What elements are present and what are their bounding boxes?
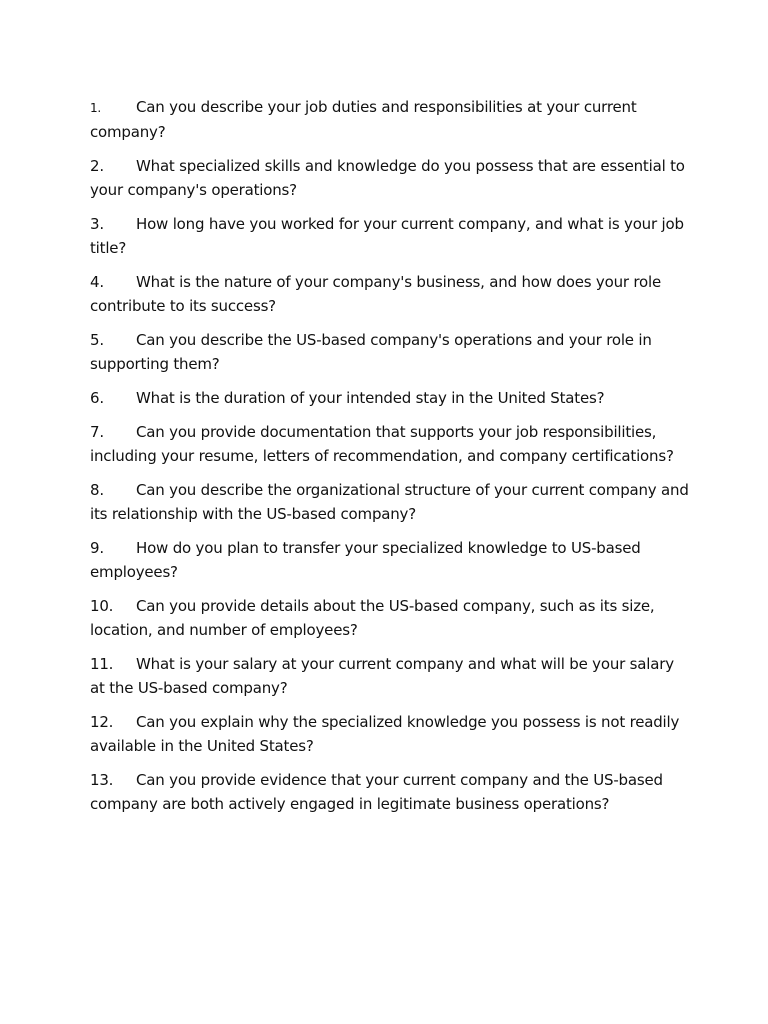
- question-number: 8.: [90, 481, 104, 499]
- question-item: [90, 594, 690, 642]
- question-item: [90, 154, 690, 202]
- question-item: [90, 652, 690, 700]
- question-text: Can you provide documentation that supports your job responsibilities, including your resume, letters of recommendation, and company certifications?: [90, 423, 674, 465]
- question-text: What is the duration of your intended stay in the United States?: [136, 389, 605, 407]
- question-number: 5.: [90, 331, 104, 349]
- question-text: Can you describe the US-based company's operations and your role in supporting them?: [90, 331, 652, 373]
- question-item: [90, 478, 690, 526]
- question-text: How long have you worked for your current company, and what is your job title?: [90, 215, 684, 257]
- question-number: 9.: [90, 539, 104, 557]
- question-text: Can you describe the organizational structure of your current company and its relationship with the US-based company?: [90, 481, 689, 523]
- question-item: [90, 536, 690, 584]
- question-item: [90, 420, 690, 468]
- question-item: [90, 710, 690, 758]
- question-number: 11.: [90, 655, 114, 673]
- question-item: [90, 270, 690, 318]
- question-item: [90, 95, 690, 144]
- question-number: 3.: [90, 215, 104, 233]
- question-list: [90, 95, 690, 826]
- question-number: 12.: [90, 713, 114, 731]
- question-text: What specialized skills and knowledge do you possess that are essential to your company's operations?: [90, 157, 685, 199]
- question-number: 13.: [90, 771, 114, 789]
- question-text: Can you explain why the specialized knowledge you possess is not readily available in the United States?: [90, 713, 680, 755]
- question-number: 6.: [90, 389, 104, 407]
- question-item: [90, 212, 690, 260]
- question-number: 2.: [90, 157, 104, 175]
- question-number: 10.: [90, 597, 114, 615]
- question-text: How do you plan to transfer your specialized knowledge to US-based employees?: [90, 539, 641, 581]
- question-text: Can you provide evidence that your current company and the US-based company are both actively engaged in legitimate business operations?: [90, 771, 663, 813]
- question-item: [90, 768, 690, 816]
- question-text: Can you describe your job duties and responsibilities at your current company?: [90, 98, 637, 141]
- question-text: Can you provide details about the US-based company, such as its size, location, and number of employees?: [90, 597, 655, 639]
- question-item: [90, 386, 690, 410]
- question-number: 7.: [90, 423, 104, 441]
- question-item: [90, 328, 690, 376]
- question-text: What is your salary at your current company and what will be your salary at the US-based company?: [90, 655, 674, 697]
- question-number: 4.: [90, 273, 104, 291]
- question-number: 1.: [90, 101, 102, 115]
- question-text: What is the nature of your company's business, and how does your role contribute to its success?: [90, 273, 662, 315]
